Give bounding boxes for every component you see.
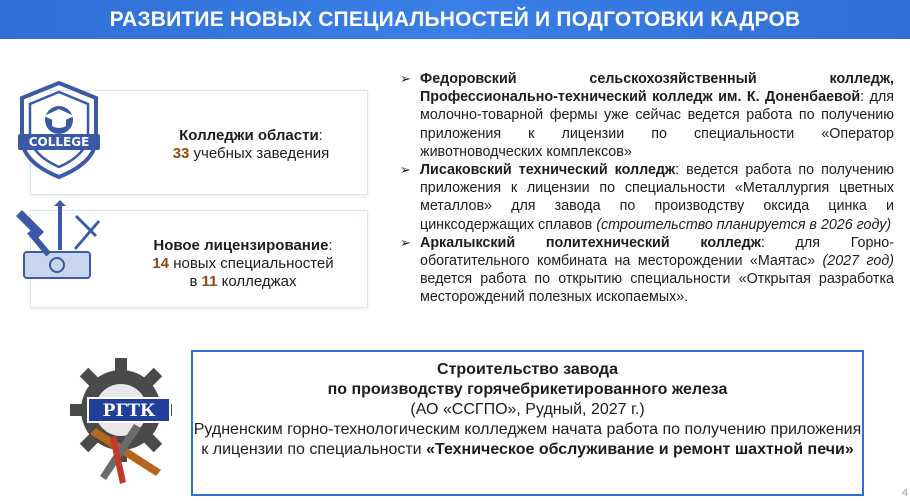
plant-description: Рудненским горно-технологическим колледжем начата работа по получению приложения к лицензии по специальности «Техническое обслуживание и ремонт шахтной печи»: [193, 421, 862, 458]
plant-text: [193, 360, 862, 460]
page-number: 4: [901, 487, 908, 499]
plant-logo-text: РГТК: [102, 401, 156, 421]
colleges-text: Колледжи области: 33 учебных заведения: [172, 127, 330, 162]
licensing-count: 14: [152, 255, 170, 272]
colleges-count: 33: [172, 145, 190, 162]
bullet-item-3: ➢ Аркалыкский политехнический колледж: для Горно-обогатительного комбината на месторождении «Маятас» (2027 год) ведется работа по открытию специальности «Открытая разработка месторождений полезных ископаемых».: [400, 234, 895, 306]
page-title: РАЗВИТИЕ НОВЫХ СПЕЦИАЛЬНОСТЕЙ И ПОДГОТОВКИ КАДРОВ: [0, 0, 910, 39]
bullet-list: [398, 70, 894, 307]
plant-title-line1: Строительство завода: [437, 361, 618, 378]
bullet-arrow-icon: ➢: [400, 234, 411, 250]
plant-subtitle: (АО «ССГПО», Рудный, 2027 г.): [410, 401, 645, 418]
bullet-arrow-icon: ➢: [400, 71, 411, 86]
plant-specialty: «Техническое обслуживание и ремонт шахтной печи»: [426, 441, 854, 458]
licensing-label: Новое лицензирование: [153, 237, 329, 254]
plant-title-line2: по производству горячебрикетированного железа: [327, 381, 728, 398]
licensing-colleges-count: 11: [201, 273, 218, 290]
factory-gear-icon: [66, 350, 186, 490]
colleges-label: Колледжи области: [179, 127, 319, 144]
licensing-text: Новое лицензирование: 14 новых специальностей в 11 колледжах: [152, 237, 334, 290]
bullet-item-2: ➢ Лисаковский технический колледж: ведется работа по получению приложения к лицензии по специальности «Металлургия цветных металлов» для завода по производству оксида цинка и цинксодержащих сплавов (строительство планируется в 2026 году): [400, 162, 895, 233]
tools-icon: [14, 200, 104, 288]
college-badge-text: COLLEGE: [28, 135, 90, 149]
bullet-arrow-icon: ➢: [400, 162, 411, 178]
bullet-item-1: ➢ Федоровский сельскохозяйственный колледж, Профессионально-технический колледж им. К. Доненбаевой: для молочно-товарной фермы уже сейчас ведется работа по получению приложения к лицензии по специальности «Оператор животноводческих комплексов»: [400, 71, 894, 160]
college-badge-icon: [14, 80, 104, 180]
plant-panel: [191, 350, 864, 496]
